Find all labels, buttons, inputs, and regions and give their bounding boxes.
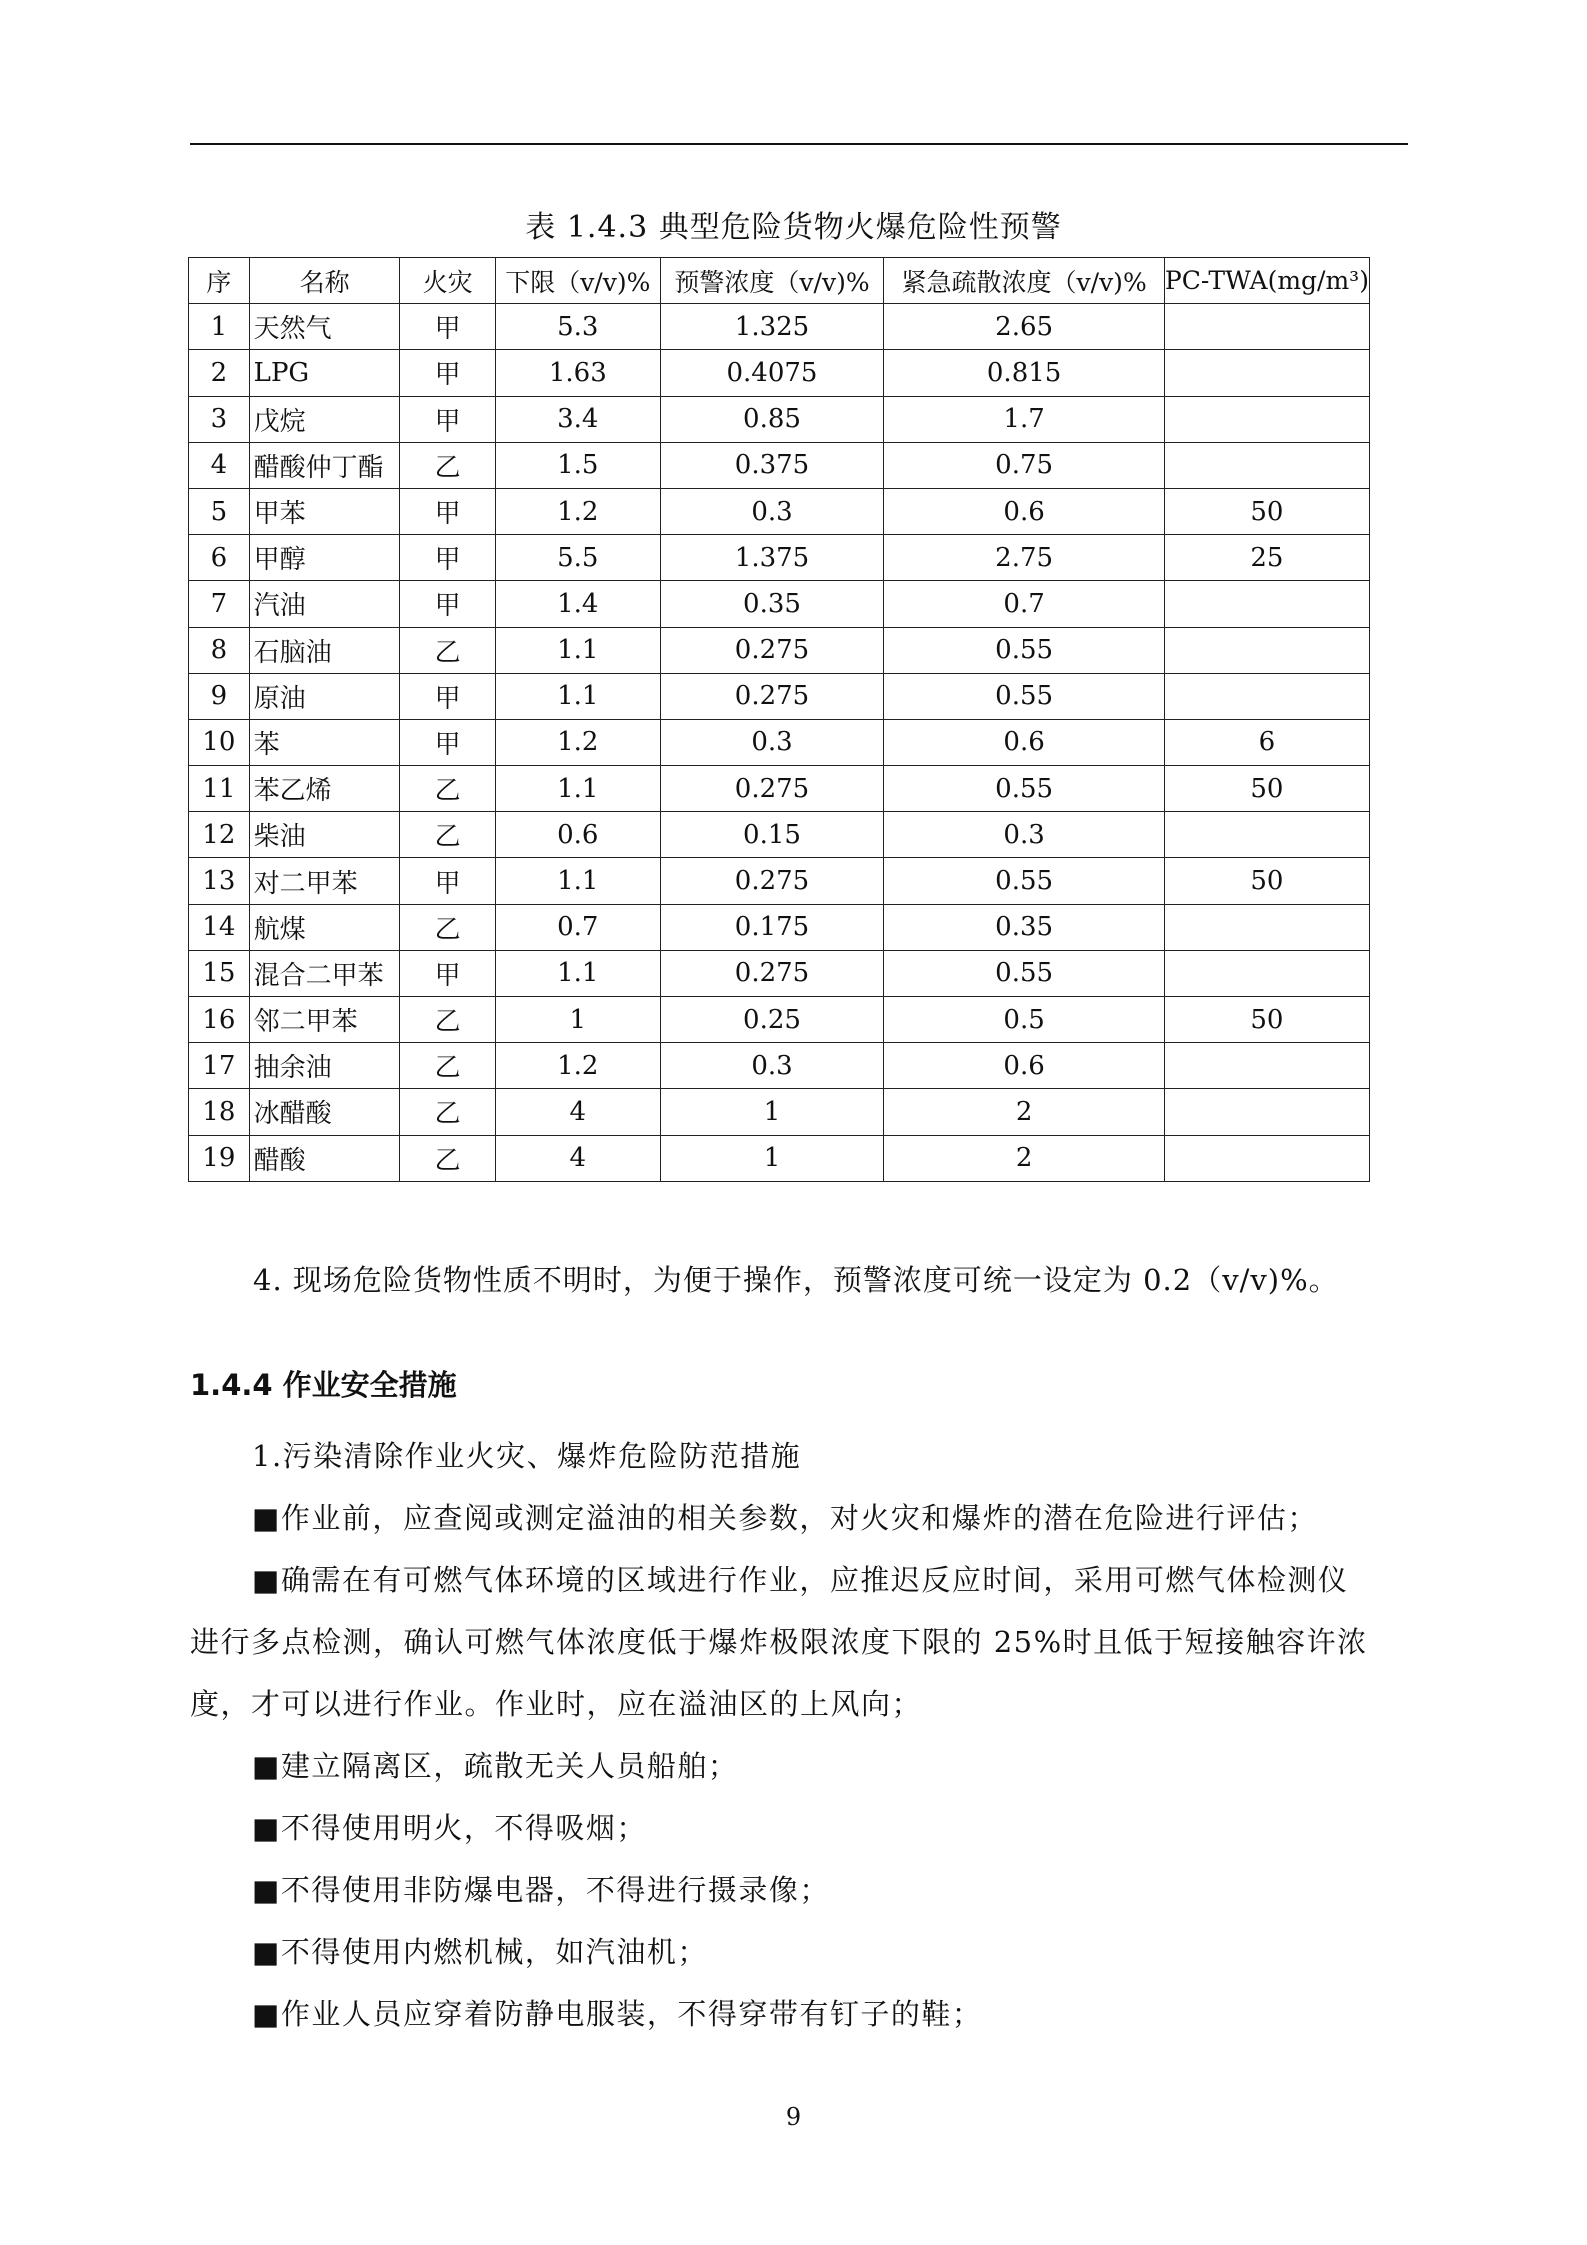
cell-lower-limit: 1.2 [495,719,660,765]
cell-lower-limit: 1.1 [495,627,660,673]
cell-warning-conc: 0.3 [660,488,884,534]
cell-evacuation-conc: 0.7 [884,581,1165,627]
cell-evacuation-conc: 0.55 [884,950,1165,996]
cell-evacuation-conc: 0.35 [884,904,1165,950]
cell-name: 苯乙烯 [249,766,400,812]
cell-evacuation-conc: 0.5 [884,997,1165,1043]
table-row [189,535,1370,581]
cell-warning-conc: 0.3 [660,719,884,765]
cell-name: 冰醋酸 [249,1089,400,1135]
cell-fire-class: 甲 [400,304,495,350]
cell-fire-class: 乙 [400,1043,495,1089]
cell-pc-twa [1164,442,1369,488]
cell-warning-conc: 0.275 [660,950,884,996]
cell-pc-twa [1164,812,1369,858]
hazard-table [188,257,1370,1182]
cell-name: LPG [249,350,400,396]
cell-name: 抽余油 [249,1043,400,1089]
section-subtitle: 1.污染清除作业火灾、爆炸危险防范措施 [252,1439,802,1473]
cell-name: 醋酸仲丁酯 [249,442,400,488]
cell-index: 16 [189,997,250,1043]
table-row [189,581,1370,627]
cell-index: 18 [189,1089,250,1135]
cell-fire-class: 甲 [400,350,495,396]
table-row [189,1089,1370,1135]
cell-index: 2 [189,350,250,396]
cell-index: 19 [189,1135,250,1181]
cell-fire-class: 乙 [400,766,495,812]
cell-evacuation-conc: 0.75 [884,442,1165,488]
cell-lower-limit: 4 [495,1089,660,1135]
bullet-item: ■建立隔离区，疏散无关人员船舶； [252,1749,739,1783]
cell-pc-twa [1164,627,1369,673]
cell-pc-twa [1164,950,1369,996]
cell-warning-conc: 0.85 [660,396,884,442]
cell-warning-conc: 0.35 [660,581,884,627]
bullet-item: ■不得使用非防爆电器，不得进行摄录像； [252,1873,830,1907]
cell-fire-class: 甲 [400,673,495,719]
cell-evacuation-conc: 2 [884,1135,1165,1181]
table-row [189,396,1370,442]
cell-name: 石脑油 [249,627,400,673]
cell-evacuation-conc: 2.65 [884,304,1165,350]
cell-pc-twa [1164,396,1369,442]
cell-pc-twa [1164,904,1369,950]
cell-pc-twa [1164,304,1369,350]
cell-fire-class: 甲 [400,858,495,904]
cell-index: 17 [189,1043,250,1089]
page-number: 9 [785,2103,802,2131]
cell-warning-conc: 0.275 [660,673,884,719]
cell-fire-class: 乙 [400,904,495,950]
cell-pc-twa [1164,581,1369,627]
section-body [190,1425,1408,2045]
bullet-continuation: 度，才可以进行作业。作业时，应在溢油区的上风向； [190,1687,923,1721]
table-row [189,1135,1370,1181]
cell-name: 醋酸 [249,1135,400,1181]
table-row [189,350,1370,396]
table-row [189,904,1370,950]
cell-fire-class: 甲 [400,488,495,534]
cell-index: 15 [189,950,250,996]
cell-pc-twa: 6 [1164,719,1369,765]
table-row [189,304,1370,350]
table-row [189,719,1370,765]
cell-pc-twa [1164,673,1369,719]
cell-lower-limit: 1.2 [495,488,660,534]
col-header-pc-twa: PC-TWA(mg/m³) [1164,258,1369,304]
cell-fire-class: 甲 [400,535,495,581]
cell-index: 14 [189,904,250,950]
cell-index: 1 [189,304,250,350]
cell-lower-limit: 1.2 [495,1043,660,1089]
cell-evacuation-conc: 0.6 [884,488,1165,534]
cell-lower-limit: 4 [495,1135,660,1181]
cell-pc-twa [1164,1043,1369,1089]
cell-name: 甲醇 [249,535,400,581]
cell-pc-twa [1164,1089,1369,1135]
cell-lower-limit: 3.4 [495,396,660,442]
cell-name: 原油 [249,673,400,719]
col-header-name: 名称 [249,258,400,304]
cell-fire-class: 乙 [400,997,495,1043]
cell-evacuation-conc: 1.7 [884,396,1165,442]
cell-warning-conc: 1.375 [660,535,884,581]
cell-evacuation-conc: 2 [884,1089,1165,1135]
col-header-fire-class: 火灾 [400,258,495,304]
cell-fire-class: 乙 [400,812,495,858]
table-row [189,627,1370,673]
cell-name: 混合二甲苯 [249,950,400,996]
col-header-lower-limit: 下限（v/v)% [495,258,660,304]
bullet-item: ■作业人员应穿着防静电服装，不得穿带有钉子的鞋； [252,1997,983,2031]
cell-fire-class: 甲 [400,396,495,442]
cell-lower-limit: 5.3 [495,304,660,350]
cell-index: 9 [189,673,250,719]
table-row [189,812,1370,858]
cell-warning-conc: 0.275 [660,766,884,812]
bullet-item: ■不得使用内燃机械，如汽油机； [252,1935,708,1969]
cell-pc-twa: 25 [1164,535,1369,581]
cell-lower-limit: 1.63 [495,350,660,396]
header-rule [190,143,1408,145]
cell-name: 天然气 [249,304,400,350]
cell-warning-conc: 0.25 [660,997,884,1043]
cell-name: 甲苯 [249,488,400,534]
cell-warning-conc: 0.175 [660,904,884,950]
bullet-item: ■不得使用明火，不得吸烟； [252,1811,647,1845]
cell-evacuation-conc: 0.55 [884,858,1165,904]
cell-evacuation-conc: 0.815 [884,350,1165,396]
cell-fire-class: 甲 [400,950,495,996]
bullet-continuation: 进行多点检测，确认可燃气体浓度低于爆炸极限浓度下限的 25%时且低于短接触容许浓 [190,1625,1368,1659]
cell-index: 11 [189,766,250,812]
table-header-row [189,258,1370,304]
cell-lower-limit: 5.5 [495,535,660,581]
cell-lower-limit: 1.5 [495,442,660,488]
col-header-index: 序 [189,258,250,304]
cell-fire-class: 乙 [400,627,495,673]
cell-evacuation-conc: 0.6 [884,1043,1165,1089]
table-row [189,442,1370,488]
note-paragraph: 4. 现场危险货物性质不明时，为便于操作，预警浓度可统一设定为 0.2（v/v)%。 [253,1263,1339,1297]
table-row [189,673,1370,719]
cell-warning-conc: 0.275 [660,858,884,904]
cell-lower-limit: 0.6 [495,812,660,858]
cell-index: 13 [189,858,250,904]
cell-name: 柴油 [249,812,400,858]
cell-name: 汽油 [249,581,400,627]
cell-evacuation-conc: 0.55 [884,673,1165,719]
cell-evacuation-conc: 0.55 [884,627,1165,673]
cell-pc-twa: 50 [1164,766,1369,812]
cell-name: 对二甲苯 [249,858,400,904]
cell-index: 5 [189,488,250,534]
table-row [189,766,1370,812]
cell-index: 4 [189,442,250,488]
col-header-evacuation-conc: 紧急疏散浓度（v/v)% [884,258,1165,304]
section-heading: 1.4.4 作业安全措施 [190,1368,457,1402]
table-row [189,1043,1370,1089]
cell-fire-class: 甲 [400,719,495,765]
cell-lower-limit: 1.1 [495,858,660,904]
cell-index: 12 [189,812,250,858]
col-header-warning-conc: 预警浓度（v/v)% [660,258,884,304]
cell-pc-twa: 50 [1164,488,1369,534]
table-row [189,950,1370,996]
cell-lower-limit: 1.1 [495,950,660,996]
table-row [189,997,1370,1043]
cell-pc-twa [1164,350,1369,396]
cell-evacuation-conc: 0.3 [884,812,1165,858]
cell-index: 8 [189,627,250,673]
cell-warning-conc: 1 [660,1089,884,1135]
table-caption: 表 1.4.3 典型危险货物火爆危险性预警 [525,210,1062,245]
cell-index: 3 [189,396,250,442]
cell-index: 7 [189,581,250,627]
bullet-item: ■作业前，应查阅或测定溢油的相关参数，对火灾和爆炸的潜在危险进行评估； [252,1501,1318,1535]
cell-index: 6 [189,535,250,581]
cell-warning-conc: 0.275 [660,627,884,673]
cell-fire-class: 甲 [400,581,495,627]
cell-lower-limit: 0.7 [495,904,660,950]
cell-fire-class: 乙 [400,442,495,488]
bullet-item: ■确需在有可燃气体环境的区域进行作业，应推迟反应时间，采用可燃气体检测仪 [252,1563,1349,1597]
table-row [189,488,1370,534]
cell-index: 10 [189,719,250,765]
cell-evacuation-conc: 0.6 [884,719,1165,765]
cell-lower-limit: 1.4 [495,581,660,627]
cell-lower-limit: 1 [495,997,660,1043]
cell-pc-twa: 50 [1164,858,1369,904]
cell-pc-twa [1164,1135,1369,1181]
cell-lower-limit: 1.1 [495,673,660,719]
cell-name: 苯 [249,719,400,765]
cell-fire-class: 乙 [400,1135,495,1181]
cell-warning-conc: 1.325 [660,304,884,350]
cell-warning-conc: 0.15 [660,812,884,858]
cell-warning-conc: 0.4075 [660,350,884,396]
cell-name: 戊烷 [249,396,400,442]
cell-name: 航煤 [249,904,400,950]
cell-fire-class: 乙 [400,1089,495,1135]
cell-warning-conc: 0.375 [660,442,884,488]
cell-evacuation-conc: 0.55 [884,766,1165,812]
cell-evacuation-conc: 2.75 [884,535,1165,581]
cell-name: 邻二甲苯 [249,997,400,1043]
cell-warning-conc: 1 [660,1135,884,1181]
cell-warning-conc: 0.3 [660,1043,884,1089]
cell-pc-twa: 50 [1164,997,1369,1043]
cell-lower-limit: 1.1 [495,766,660,812]
table-row [189,858,1370,904]
